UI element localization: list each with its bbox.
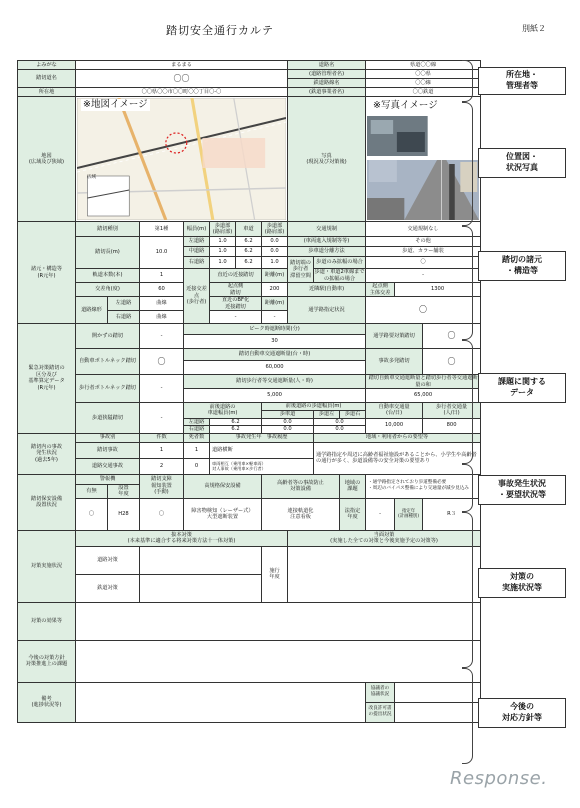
local-request-label: 地域・利用者からの要望等 xyxy=(314,433,481,442)
plan-label: 指定年 (計画種別) xyxy=(395,498,423,530)
width-match-value: - xyxy=(366,269,481,283)
bf-distance-value: - xyxy=(262,311,288,324)
car-ped-label: 踏切自動車交通遮断量と踏切歩行者等交通遮断量の和 xyxy=(366,375,481,389)
area-issue-label: 地域の 課題 xyxy=(340,474,366,498)
rail-measure-label: 鉄道対策 xyxy=(76,574,140,602)
only-crossing-label: 歩道のみ拡幅の場合 xyxy=(314,257,366,269)
right-road-label: 右道路 xyxy=(184,257,210,269)
ped-traffic-label: 踏切歩行者等交通遮断量(人・時) xyxy=(184,375,366,389)
local-request-value: 通学路指定や周辺に高齢者福祉施設があることから、小学生や高齢者の通行が多く、歩道設備等の安全対策の要望あり xyxy=(314,442,481,474)
crossing-name-label: 踏切道名 xyxy=(18,70,76,88)
document-title: 踏切安全通行カルテ xyxy=(166,24,274,37)
accidents-group-label: 踏切内の事故 発生状況 (過去5年) xyxy=(18,433,76,474)
row-left-width: 6.2 xyxy=(210,418,262,426)
barrier-device-value: 〇 xyxy=(140,498,184,530)
right-road-footpath2: 1.0 xyxy=(262,257,288,269)
right-road-footpath: 1.0 xyxy=(210,257,236,269)
yomigana-label: よみがな xyxy=(18,61,76,70)
rail-measure-value xyxy=(140,574,262,602)
vehicle-pass-value: その他 xyxy=(366,237,481,247)
traffic-reg-label: 交通規制 xyxy=(288,222,366,237)
distance-label: 距離(m) xyxy=(262,269,288,283)
crossing-kind-label: 踏切種別 xyxy=(76,222,140,237)
crossing-accident-history: 道路横断 xyxy=(210,442,314,458)
map-area-label: 広域 xyxy=(87,175,96,180)
left-road-label: 左道路 xyxy=(184,237,210,247)
crossing-name-value: 〇〇 xyxy=(76,70,288,88)
row-right-width: 6.2 xyxy=(210,426,262,434)
consult-label: 協議者の 協議状況 xyxy=(366,682,395,702)
crossing-accident-label: 踏切事故 xyxy=(76,442,140,458)
angle-label: 交差角(度) xyxy=(76,283,140,297)
row-left-label: 左道路 xyxy=(184,418,210,426)
car-volume-label: 自動車交通量 (台/日) xyxy=(366,403,423,419)
short-measure-label: 当面対策 (実施した全ての対策と今後実施予定の対策等) xyxy=(288,530,481,546)
near-crossing-label: 起点側 踏切 xyxy=(210,283,262,297)
sheet-number: 別紙２ xyxy=(522,24,546,33)
blocked-value: - xyxy=(140,324,184,349)
alarm-sub-1: 設置 年度 xyxy=(108,484,140,498)
brace-issues xyxy=(462,340,473,464)
right-road-shape-value: 曲線 xyxy=(140,311,184,324)
diff-label-0: 歩車道 xyxy=(262,411,314,419)
barrier-label: 歩道狭隘踏切 xyxy=(76,403,140,434)
specs-group-label: 諸元・構造等 (R元年) xyxy=(18,222,76,324)
peak-value: 30 xyxy=(184,335,366,349)
brace-future xyxy=(462,668,473,764)
accident-count-label: 件数 xyxy=(140,433,184,442)
ped-traffic-value: 5,000 xyxy=(184,389,366,403)
plan-value: R３ xyxy=(423,498,481,530)
category-issues: 課題に関する データ xyxy=(478,373,566,403)
blocked-label: 開かずの踏切 xyxy=(76,324,140,349)
crossing-equip-label: 踏切端の歩行者 滞留空間 xyxy=(288,257,314,283)
approach-label: 道路線形 xyxy=(76,297,108,324)
basic-measure-label: 抜本対策 (本来基準に適合する将来対策方法十一体対策) xyxy=(76,530,288,546)
row-left-val1: 0.0 xyxy=(262,418,314,426)
row-left-val2: 0.0 xyxy=(314,418,366,426)
elderly-equip-value: 連接軌道化 注意看板 xyxy=(262,498,340,530)
row-right-val1: 0.0 xyxy=(262,426,314,434)
measures-group-label: 対策実施状況 xyxy=(18,530,76,602)
alarm-label: 警報機 xyxy=(76,474,140,484)
road-admin-value: 〇〇県 xyxy=(366,70,481,79)
issues-group-label: 緊急対策踏切の 区分及び 基準算定データ (R元年) xyxy=(18,324,76,434)
measure-year-label: 施行 年度 xyxy=(262,546,288,602)
near-station-label: 近隣駅(自動車) xyxy=(288,283,366,297)
traffic-accident-label: 道路交通事故 xyxy=(76,458,140,474)
station-value: 1300 xyxy=(395,283,481,297)
width-match-label: 歩道・車道2車線まで の拡幅の場合 xyxy=(314,269,365,282)
vehicle-pass-label: (車両進入規制等等) xyxy=(288,237,366,247)
school-target-label: 通学路要対策踏切 xyxy=(366,324,423,349)
footpath-label: 歩道部 (路肩部) xyxy=(210,222,236,237)
left-road-shape-label: 左道路 xyxy=(108,297,140,311)
front-footpath-label: 前後道路の歩道幅員(m) xyxy=(262,403,366,411)
left-road-shape-value: 曲線 xyxy=(140,297,184,311)
category-measures: 対策の 実施状況等 xyxy=(478,568,566,598)
left-road-footpath: 1.0 xyxy=(210,237,236,247)
railway-line-label: 鉄道路線名 xyxy=(288,79,366,88)
bf-label: 直近のBF化 近接踏切 xyxy=(210,297,262,311)
map-label: 地図 (広域及び狭域) xyxy=(18,97,76,222)
only-crossing-value: 〇 xyxy=(366,257,481,269)
car-traffic-value: 60,000 xyxy=(184,361,366,375)
brace-measures xyxy=(462,512,473,668)
barrier-value: - xyxy=(140,403,184,434)
accident-label: 事故多発踏切 xyxy=(366,349,423,375)
future-value xyxy=(76,640,481,682)
effect-value xyxy=(76,602,481,640)
advanced-equip-label: 高規格保安設備 xyxy=(184,474,262,498)
yomigana-value: まるまる xyxy=(76,61,288,70)
ped-volume-label: 歩行者交通量 (人/日) xyxy=(423,403,481,419)
brace-accidents xyxy=(462,464,473,512)
map-title: ※地図イメージ xyxy=(83,99,148,110)
tracks-value: 1 xyxy=(140,269,184,283)
area-issue-value: ・通学路指定されており歩道整備必要 ・周辺のバイパス整備により交通量が減少見込み xyxy=(366,474,481,498)
peak-label: ピーク時遮断時間(分) xyxy=(184,324,366,335)
accident-dead-label: 死者数 xyxy=(184,433,210,442)
tracks-label: 軌道本数(本) xyxy=(76,269,140,283)
brace-specs xyxy=(462,226,473,340)
crossing-accident-dead: 1 xyxy=(184,442,210,458)
school-route-label: 通学路指定状況 xyxy=(288,297,366,324)
accident-type-label: 事故別 xyxy=(76,433,140,442)
alarm-present-value: 〇 xyxy=(76,498,108,530)
length-value: 10.0 xyxy=(140,237,184,269)
near-intersection-label: 直近の近接踏切 xyxy=(210,269,262,283)
center-road-footpath2: 0.0 xyxy=(262,247,288,257)
map-graphic xyxy=(77,98,286,220)
width-label: 幅員(m) xyxy=(184,222,210,237)
ped-volume-value: 800 xyxy=(423,418,481,433)
category-map-photo: 位置図・ 状況写真 xyxy=(478,148,566,178)
remarks-value xyxy=(76,682,366,722)
short-measure-value xyxy=(288,546,481,602)
center-road-road: 6.2 xyxy=(236,247,262,257)
length-label: 踏切長(m) xyxy=(76,237,140,269)
car-bottleneck-value: 〇 xyxy=(140,349,184,375)
crossing-accident-count: 1 xyxy=(140,442,184,458)
brace-map-photo xyxy=(462,102,473,226)
railway-company-label: (鉄道事業者名) xyxy=(288,88,366,97)
crossing-safety-form xyxy=(17,60,481,723)
photo-label: 写真 (現況及び対策後) xyxy=(288,97,366,222)
effect-label: 対策の効果等 xyxy=(18,602,76,640)
diff-label-2: 歩道右 xyxy=(340,411,366,419)
ped-bottleneck-value: - xyxy=(140,375,184,403)
category-location: 所在地・ 管理者等 xyxy=(478,67,566,95)
railway-company-value: 〇〇鉄道 xyxy=(366,88,481,97)
map-image xyxy=(77,98,286,220)
alarm-sub-0: 有無 xyxy=(76,484,108,498)
right-road-road: 6.2 xyxy=(236,257,262,269)
traffic-accident-history: 車両相互（乗用車×軽車両） 対人事故（乗用車×歩行者） xyxy=(210,458,314,474)
road-label: 車道 xyxy=(236,222,262,237)
diff-label-1: 歩道左 xyxy=(314,411,340,419)
photo-title: ※写真イメージ xyxy=(373,100,438,111)
decision-label: 法指定 年度 xyxy=(340,498,366,530)
approach-zone-label: 近接交差点 (歩行者) xyxy=(184,269,210,324)
center-road-footpath: 1.0 xyxy=(210,247,236,257)
row-right-label: 右道路 xyxy=(184,426,210,434)
accident-value: 〇 xyxy=(423,349,481,375)
bf-distance-label: 距離(m) xyxy=(262,297,288,311)
right-road-shape-label: 右道路 xyxy=(108,311,140,324)
category-accidents: 事故発生状況 ・要望状況等 xyxy=(478,475,566,505)
road-measure-label: 道路対策 xyxy=(76,546,140,574)
response-watermark: Response. xyxy=(450,768,548,789)
crossing-kind-value: 第1種 xyxy=(140,222,184,237)
traffic-reg-value: 交通規制なし xyxy=(366,222,481,237)
car-bottleneck-label: 自動車ボトルネック踏切 xyxy=(76,349,140,375)
angle-value: 60 xyxy=(140,283,184,297)
barrier-device-label: 踏切支障 報知装置 (手動) xyxy=(140,474,184,498)
road-admin-label: (道路管理者名) xyxy=(288,70,366,79)
footpath2-label: 歩道部 (路肩部) xyxy=(262,222,288,237)
category-future: 今後の 対応方針等 xyxy=(478,698,566,728)
car-volume-value: 10,000 xyxy=(366,418,423,433)
alarm-year-value: H28 xyxy=(108,498,140,530)
row-right-val2: 0.0 xyxy=(314,426,366,434)
car-traffic-label: 踏切自動車交通遮断量(台・時) xyxy=(184,349,366,361)
accident-history-label: 事故発生年 事故履歴 xyxy=(210,433,314,442)
front-width-label: 前後道路の 車道幅員(m) xyxy=(184,403,262,419)
near-crossing-value: 200 xyxy=(262,283,288,297)
traffic-accident-dead: 0 xyxy=(184,458,210,474)
road-name-label: 道路名 xyxy=(288,61,366,70)
decision-value: - xyxy=(366,498,395,530)
brace-location xyxy=(462,60,473,102)
school-route-value: 〇 xyxy=(366,297,481,324)
road-name-value: 県道〇〇線 xyxy=(366,61,481,70)
safety-group-label: 踏切保安設備 設置状況 xyxy=(18,474,76,530)
permit-label: 改良許可書 の提出状況 xyxy=(366,702,395,722)
railway-line-value: 〇〇線 xyxy=(366,79,481,88)
school-target-value: 〇 xyxy=(423,324,481,349)
station-label: 起点側 主体交差 xyxy=(366,283,395,297)
elderly-equip-label: 高齢者等の事故防止 対策設備 xyxy=(262,474,340,498)
future-label: 今後の対策方針 対策推進上の課題 xyxy=(18,640,76,682)
advanced-equip-value: 障害物検知（レーザー式） 大型遮断装置 xyxy=(184,498,262,530)
location-label: 所在地 xyxy=(18,88,76,97)
left-road-footpath2: 0.0 xyxy=(262,237,288,247)
left-road-road: 6.2 xyxy=(236,237,262,247)
footpath-sep-label: 歩車道分離方法 xyxy=(288,247,366,257)
road-measure-value xyxy=(140,546,262,574)
traffic-accident-count: 2 xyxy=(140,458,184,474)
remarks-label: 備考 (進捗状況等) xyxy=(18,682,76,722)
footpath-sep-value: 歩道、カラー舗装 xyxy=(366,247,481,257)
center-road-label: 中道路 xyxy=(184,247,210,257)
category-specs: 踏切の諸元 ・構造等 xyxy=(478,251,566,281)
location-value: 〇〇県〇〇市〇〇町〇〇丁目〇-〇 xyxy=(76,88,288,97)
bf-status-value: - xyxy=(210,311,262,324)
ped-bottleneck-label: 歩行者ボトルネック踏切 xyxy=(76,375,140,403)
car-ped-value: 65,000 xyxy=(366,389,481,403)
